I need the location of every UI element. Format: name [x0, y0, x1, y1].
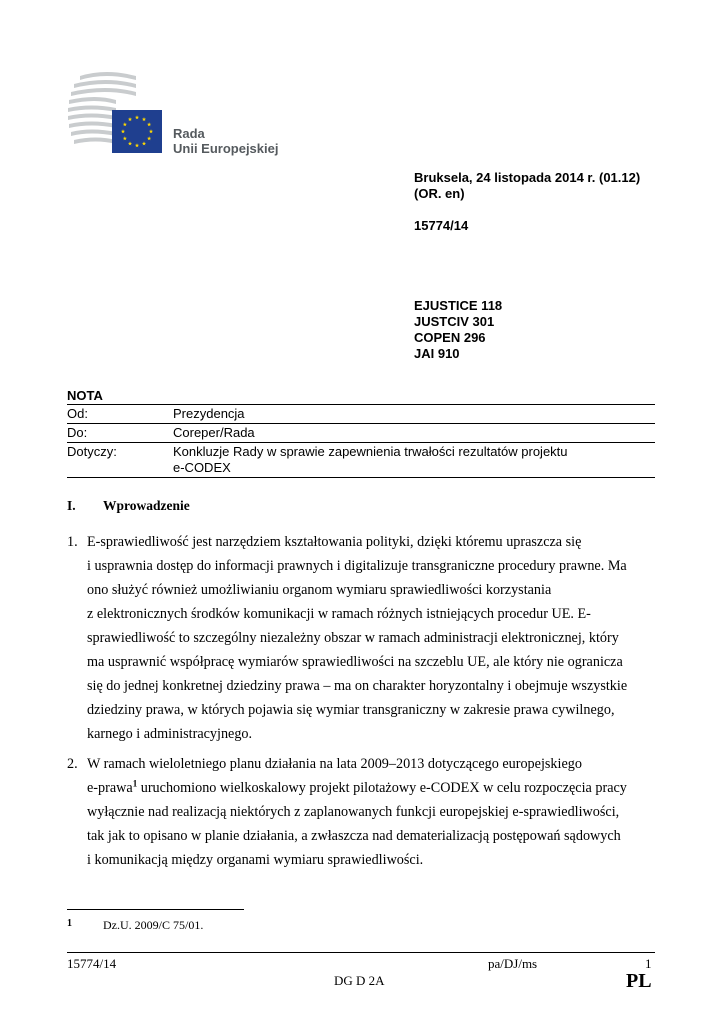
paragraph-line: W ramach wieloletniego planu działania na lata 2009–2013 dotyczącego europejskiego	[87, 756, 582, 772]
nota-key: Od:	[67, 406, 88, 421]
nota-value: Coreper/Rada	[173, 425, 255, 440]
paragraph-line: i usprawnia dostęp do informacji prawnych i digitalizuje transgraniczne procedury prawne. Ma	[87, 558, 627, 574]
nota-subject-line-2: e-CODEX	[173, 460, 231, 475]
logo-text	[173, 126, 278, 156]
nota-title: NOTA	[67, 388, 103, 403]
footnote-separator	[67, 909, 244, 910]
doc-number: 15774/14	[414, 218, 469, 233]
paragraph-body	[87, 530, 647, 746]
footnote-ref[interactable]: 1	[132, 778, 138, 789]
footer-doc-number: 15774/14	[67, 956, 117, 971]
code-3: COPEN 296	[414, 330, 486, 345]
paragraph-line: karnego i administracyjnego.	[87, 726, 253, 742]
text-run: uruchomiono wielkoskalowy projekt pilotażowy e-CODEX w celu rozpoczęcia pracy	[137, 780, 627, 796]
paragraph-line: dziedziny prawa, w których pojawia się wymiar transgraniczny w zakresie prawa cywilnego,	[87, 702, 615, 718]
footnote-text: Dz.U. 2009/C 75/01.	[103, 918, 204, 932]
paragraph-number: 1.	[67, 534, 78, 550]
footer-language: PL	[626, 970, 652, 992]
code-4: JAI 910	[414, 346, 460, 361]
nota-subject-line-1: Konkluzje Rady w sprawie zapewnienia trwałości rezultatów projektu	[173, 444, 568, 459]
section-heading	[67, 498, 190, 514]
header-block	[414, 170, 714, 362]
paragraph-line: i komunikacją między organami wymiaru sprawiedliwości.	[87, 852, 424, 868]
date-line-1: Bruksela, 24 listopada 2014 r. (01.12)	[414, 170, 641, 185]
text-run: e-prawa	[87, 780, 133, 796]
paragraph-line: sprawiedliwość to szczególny niezależny obszar w ramach administracji elektronicznej, który	[87, 630, 619, 646]
paragraph-line: wyłącznie nad realizacją niektórych z zaplanowanych funkcji europejskiej e-sprawiedliwości,	[87, 804, 620, 820]
code-1: EJUSTICE 118	[414, 298, 503, 313]
footnote	[67, 918, 203, 933]
paragraph-line: z elektronicznych środków komunikacji w ramach różnych istniejących procedur UE. E-	[87, 606, 591, 622]
paragraph-1	[67, 530, 647, 746]
paragraph-number: 2.	[67, 756, 78, 772]
nota-table	[67, 388, 655, 478]
footnote-number: 1	[67, 918, 72, 929]
paragraph-line: się do jednej konkretnej dziedziny prawa – ma on charakter horyzontalny i obejmuje wszystkie	[87, 678, 628, 694]
logo-line-2: Unii Europejskiej	[173, 141, 279, 156]
nota-row-from	[67, 404, 655, 423]
nota-row-subject	[67, 442, 655, 477]
paragraph-line: ma usprawnić współpracę wymiarów sprawiedliwości na szczeblu UE, ale który nie ogranicza	[87, 654, 623, 670]
section-title: Wprowadzenie	[103, 498, 190, 513]
nota-value: Prezydencja	[173, 406, 245, 421]
footer-initials: pa/DJ/ms	[488, 956, 538, 971]
section-number: I.	[67, 498, 76, 513]
code-2: JUSTCIV 301	[414, 314, 495, 329]
paragraph-line: ono służyć również umożliwianiu organom wymiaru sprawiedliwości korzystania	[87, 582, 552, 598]
paragraph-line	[87, 776, 647, 800]
paragraph-line: E-sprawiedliwość jest narzędziem kształtowania polityki, dzięki któremu upraszcza się	[87, 534, 582, 550]
nota-value	[173, 444, 655, 476]
footer-dg: DG D 2A	[334, 973, 385, 988]
paragraph-line: tak jak to opisano w planie działania, a zwłaszcza nad dematerializacją postępowań sądowych	[87, 828, 621, 844]
paragraph-2	[67, 752, 647, 872]
paragraph-body	[87, 752, 647, 872]
nota-key: Dotyczy:	[67, 444, 117, 459]
logo-line-1: Rada	[173, 126, 205, 141]
footer-page-number: 1	[645, 956, 652, 971]
nota-key: Do:	[67, 425, 88, 440]
date-line-2: (OR. en)	[414, 186, 465, 201]
footer-rule	[67, 952, 655, 953]
nota-row-to	[67, 423, 655, 442]
